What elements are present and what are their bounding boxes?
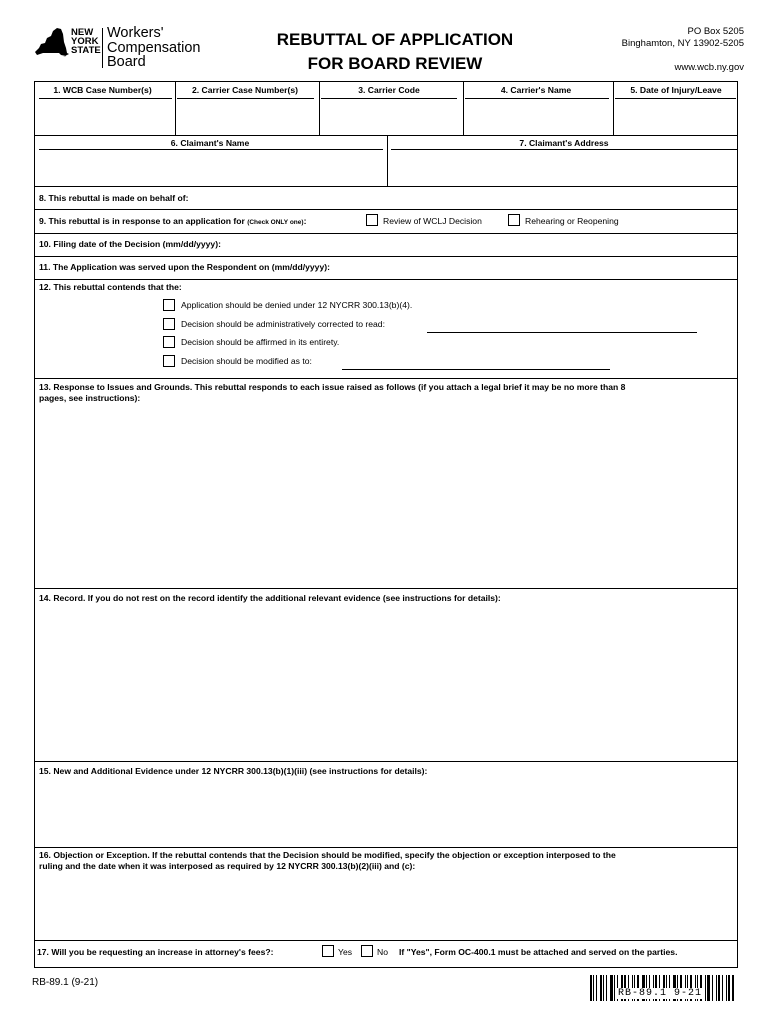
- claimant-name-field[interactable]: [37, 151, 385, 184]
- issues-response-field[interactable]: [37, 408, 737, 586]
- carrier-case-number-field[interactable]: [177, 100, 317, 133]
- q12-label: 12. This rebuttal contends that the:: [39, 282, 182, 292]
- q14-label: 14. Record. If you do not rest on the record identify the additional relevant evidence (see instructions for details):: [39, 593, 501, 603]
- wcb-case-number-label: 1. WCB Case Number(s): [53, 85, 152, 95]
- q9-label: 9. This rebuttal is in response to an application for (Check ONLY one):: [39, 216, 307, 226]
- date-of-injury-field[interactable]: [615, 100, 737, 133]
- rebuttal-form: [34, 81, 738, 968]
- q17-label: 17. Will you be requesting an increase in attorney's fees?:: [37, 947, 274, 957]
- carrier-case-number-label: 2. Carrier Case Number(s): [191, 85, 299, 95]
- deny-application-label: Application should be denied under 12 NYCRR 300.13(b)(4).: [181, 300, 413, 310]
- claimant-address-field[interactable]: [391, 151, 737, 184]
- website-link[interactable]: www.wcb.ny.gov: [674, 62, 744, 73]
- attorney-fees-note: If "Yes", Form OC-400.1 must be attached and served on the parties.: [399, 947, 678, 957]
- review-wclj-label: Review of WCLJ Decision: [383, 216, 482, 226]
- q11-label: 11. The Application was served upon the Respondent on (mm/dd/yyyy):: [39, 262, 330, 272]
- wcb-logo: [33, 26, 233, 72]
- attorney-fees-yes-checkbox[interactable]: [322, 945, 334, 957]
- record-evidence-field[interactable]: [37, 608, 737, 760]
- board-address: PO Box 5205 Binghamton, NY 13902-5205 www.wcb.ny.gov: [621, 26, 744, 73]
- form-title: REBUTTAL OF APPLICATION FOR BOARD REVIEW: [276, 30, 514, 73]
- objection-field[interactable]: [37, 876, 737, 938]
- rehearing-checkbox[interactable]: [508, 214, 520, 226]
- ny-state-map-icon: [33, 26, 71, 60]
- administratively-corrected-checkbox[interactable]: [163, 318, 175, 330]
- modified-as-to-line[interactable]: [342, 369, 610, 370]
- board-wordmark: Workers' Compensation Board: [107, 25, 201, 70]
- administratively-corrected-label: Decision should be administratively corrected to read:: [181, 319, 385, 329]
- ny-state-wordmark: NEW YORK STATE: [71, 27, 101, 56]
- claimant-address-label: 7. Claimant's Address: [519, 138, 609, 148]
- new-evidence-field[interactable]: [37, 781, 737, 845]
- affirmed-label: Decision should be affirmed in its entirety.: [181, 337, 340, 347]
- attorney-fees-yes-label: Yes: [338, 947, 353, 957]
- corrected-to-read-line[interactable]: [427, 332, 697, 333]
- q10-label: 10. Filing date of the Decision (mm/dd/yyyy):: [39, 239, 221, 249]
- q13-label: 13. Response to Issues and Grounds. This rebuttal responds to each issue raised as follows (if you attach a legal brief it may be no more than 8 pages, see instructions):: [39, 382, 626, 403]
- modified-label: Decision should be modified as to:: [181, 356, 312, 366]
- wcb-case-number-field[interactable]: [37, 100, 173, 133]
- attorney-fees-no-checkbox[interactable]: [361, 945, 373, 957]
- date-of-injury-label: 5. Date of Injury/Leave: [630, 85, 722, 95]
- carrier-code-field[interactable]: [321, 100, 461, 133]
- barcode-text: RB-89.1 9-21: [618, 988, 703, 999]
- attorney-fees-no-label: No: [377, 947, 388, 957]
- q8-label: 8. This rebuttal is made on behalf of:: [39, 193, 189, 203]
- modified-checkbox[interactable]: [163, 355, 175, 367]
- carrier-name-label: 4. Carrier's Name: [500, 85, 572, 95]
- q16-label: 16. Objection or Exception. If the rebuttal contends that the Decision should be modified, specify the objection or exception interposed to the ruling and the date when it was interposed as required by 12 NYCRR 300.13(b)(2)(iii) and (c):: [39, 850, 616, 871]
- claimant-name-label: 6. Claimant's Name: [170, 138, 250, 148]
- form-number: RB-89.1 (9-21): [32, 977, 99, 988]
- review-wclj-checkbox[interactable]: [366, 214, 378, 226]
- carrier-name-field[interactable]: [465, 100, 611, 133]
- rehearing-label: Rehearing or Reopening: [525, 216, 619, 226]
- carrier-code-label: 3. Carrier Code: [358, 85, 420, 95]
- deny-application-checkbox[interactable]: [163, 299, 175, 311]
- affirmed-checkbox[interactable]: [163, 336, 175, 348]
- barcode: [590, 975, 738, 1003]
- q15-label: 15. New and Additional Evidence under 12 NYCRR 300.13(b)(1)(iii) (see instructions for details):: [39, 766, 428, 776]
